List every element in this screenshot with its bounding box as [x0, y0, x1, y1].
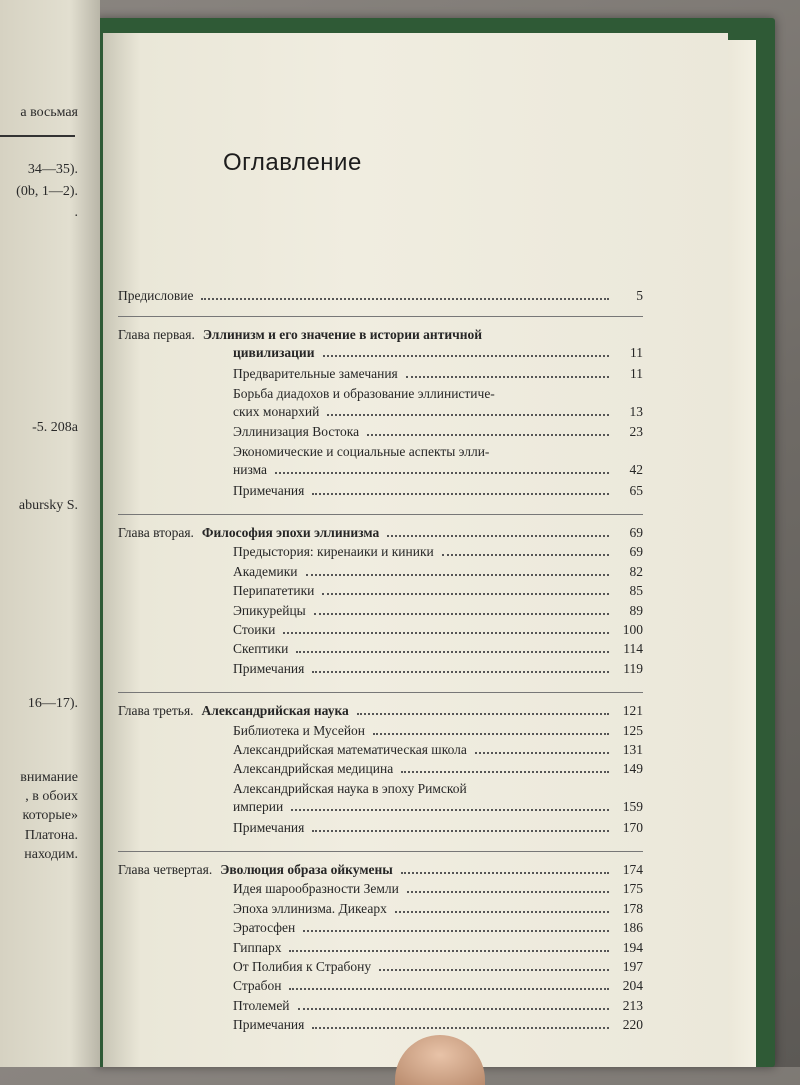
- toc-line: [118, 862, 643, 880]
- leader-dots: [407, 891, 609, 893]
- section-title: Примечания: [233, 819, 305, 835]
- chapter-title: Эллинизм и его значение в истории античной: [202, 327, 483, 343]
- toc-section: [118, 959, 643, 977]
- page-number: 100: [622, 622, 643, 637]
- leader-dots: [298, 1008, 609, 1010]
- toc-section: [118, 998, 643, 1016]
- left-page-text-fragment: которые»: [22, 808, 78, 823]
- section-title: ских монархий: [233, 403, 320, 419]
- toc-line: [118, 901, 643, 919]
- page-number: 149: [622, 761, 643, 777]
- leader-dots: [312, 493, 609, 495]
- page-number: 42: [629, 461, 643, 477]
- section-title: Эпоха эллинизма. Дикеарх: [233, 900, 387, 916]
- toc-line: [118, 288, 643, 306]
- section-title: Александрийская математическая школа: [233, 742, 467, 757]
- toc-line: [118, 978, 643, 996]
- page-number: 175: [622, 881, 643, 897]
- section-title: Экономические и социальные аспекты элли-: [233, 443, 490, 459]
- chapter-separator: [118, 316, 643, 317]
- leader-dots: [303, 930, 609, 932]
- page-number: 204: [622, 978, 643, 994]
- chapter-label: Глава вторая.: [118, 525, 194, 540]
- page-number: 194: [622, 939, 643, 955]
- page-number: 11: [630, 345, 643, 361]
- leader-dots: [312, 830, 609, 832]
- toc-line: [118, 820, 643, 838]
- toc-section: [118, 920, 643, 938]
- leader-dots: [291, 809, 609, 811]
- chapter-separator: [118, 851, 643, 852]
- toc-line: [118, 386, 643, 404]
- toc-line: [118, 940, 643, 958]
- leader-dots: [201, 298, 609, 300]
- toc-line: [118, 525, 643, 543]
- toc-chapter: [118, 525, 643, 543]
- left-page-text-fragment: abursky S.: [18, 498, 78, 513]
- section-title: Примечания: [233, 660, 305, 676]
- toc-section: [118, 603, 643, 621]
- left-page-text-fragment: (0b, 1—2).: [16, 184, 78, 199]
- leader-dots: [379, 969, 609, 971]
- page-number: 69: [629, 525, 643, 540]
- leader-dots: [323, 355, 610, 357]
- page-number: 13: [629, 403, 643, 419]
- page-title: Оглавление: [223, 149, 362, 176]
- section-title: Борьба диадохов и образование эллинистиче-: [233, 385, 495, 401]
- toc-section: [118, 366, 643, 384]
- toc-section: [118, 881, 643, 899]
- toc-line: [118, 366, 643, 384]
- toc-line: [118, 603, 643, 621]
- toc-section: [118, 940, 643, 958]
- toc-line: [118, 404, 643, 422]
- page-number: 121: [622, 703, 643, 719]
- leader-dots: [357, 713, 609, 715]
- left-page-text-fragment: находим.: [24, 847, 78, 862]
- toc-line: [118, 462, 643, 480]
- section-title: От Полибия к Страбону: [233, 959, 372, 974]
- left-page-text-fragment: .: [74, 205, 78, 220]
- left-page-text-fragment: 16—17).: [27, 696, 78, 711]
- leader-dots: [327, 414, 609, 416]
- page-number: 197: [622, 959, 643, 974]
- page-number: 213: [622, 997, 643, 1013]
- chapter-title: цивилизации: [233, 345, 315, 361]
- toc-line: [118, 781, 643, 799]
- section-title: Примечания: [233, 1017, 305, 1033]
- toc-line: [118, 959, 643, 977]
- leader-dots: [314, 613, 609, 615]
- toc-line: [118, 583, 643, 601]
- page-number: 11: [630, 366, 643, 382]
- leader-dots: [395, 911, 609, 913]
- toc-line: [118, 327, 643, 345]
- chapter-title: Философия эпохи эллинизма: [201, 525, 380, 540]
- toc-section: [118, 661, 643, 679]
- page-number: 159: [622, 798, 643, 814]
- page-number: 5: [636, 288, 643, 303]
- toc-section: [118, 820, 643, 838]
- toc-line: [118, 622, 643, 640]
- section-title: Эпикурейцы: [233, 602, 306, 618]
- chapter-title: Эволюция образа ойкумены: [220, 862, 393, 877]
- page-number: 125: [622, 722, 643, 738]
- toc-section: [118, 386, 643, 422]
- section-title: Птолемей: [233, 997, 290, 1013]
- page-number: 186: [622, 920, 643, 936]
- left-page-rule: [0, 135, 75, 137]
- toc-section: [118, 761, 643, 779]
- toc-line: [118, 483, 643, 501]
- page-number: 65: [629, 482, 643, 498]
- leader-dots: [401, 872, 609, 874]
- toc-chapter: [118, 862, 643, 880]
- toc-line: [118, 742, 643, 760]
- toc-line: [118, 345, 643, 363]
- toc-section: [118, 483, 643, 501]
- page-number: 85: [629, 583, 643, 599]
- leader-dots: [322, 593, 609, 595]
- leader-dots: [475, 752, 609, 754]
- left-page: [0, 0, 100, 1067]
- section-title: Предыстория: киренаики и киники: [233, 544, 434, 560]
- section-title: Примечания: [233, 482, 305, 498]
- leader-dots: [442, 554, 609, 556]
- chapter-label: Глава первая.: [118, 327, 195, 343]
- toc-section: [118, 424, 643, 442]
- toc-section: [118, 978, 643, 996]
- chapter-separator: [118, 692, 643, 693]
- right-page: [103, 33, 728, 1067]
- leader-dots: [289, 950, 609, 952]
- page-number: 170: [622, 819, 643, 835]
- leader-dots: [312, 671, 609, 673]
- left-page-text-fragment: а восьмая: [20, 105, 78, 120]
- toc-section: [118, 742, 643, 760]
- toc-section: [118, 781, 643, 817]
- page-number: 174: [622, 862, 643, 877]
- section-title: Эллинизация Востока: [233, 424, 360, 440]
- leader-dots: [289, 988, 609, 990]
- leader-dots: [373, 733, 609, 735]
- toc-section: [118, 583, 643, 601]
- page-number: 220: [622, 1017, 643, 1033]
- page-number: 178: [622, 900, 643, 916]
- page-number: 119: [623, 660, 643, 676]
- page-number: 114: [623, 641, 643, 657]
- left-page-text-fragment: 34—35).: [27, 162, 78, 177]
- left-page-text-fragment: внимание: [20, 770, 78, 785]
- section-title: Стоики: [233, 622, 276, 637]
- chapter-label: Глава четвертая.: [118, 862, 213, 877]
- section-title: низма: [233, 461, 268, 477]
- left-page-text-fragment: -5. 208a: [32, 420, 78, 435]
- left-page-text-fragment: , в обоих: [25, 789, 78, 804]
- toc-line: [118, 920, 643, 938]
- toc-chapter: [118, 327, 643, 363]
- toc-section: [118, 544, 643, 562]
- leader-dots: [275, 472, 609, 474]
- section-title: Страбон: [233, 978, 282, 994]
- chapter-title: Александрийская наука: [201, 703, 349, 719]
- toc-line: [118, 998, 643, 1016]
- section-title: Перипатетики: [233, 583, 315, 599]
- toc-section: [118, 1017, 643, 1035]
- toc-preface: [118, 288, 643, 306]
- toc-line: [118, 1017, 643, 1035]
- toc-line: [118, 761, 643, 779]
- toc-section: [118, 444, 643, 480]
- toc-section: [118, 901, 643, 919]
- toc-entry-label: Предисловие: [118, 288, 194, 303]
- leader-dots: [306, 574, 609, 576]
- section-title: Библиотека и Мусейон: [233, 722, 366, 738]
- page-number: 131: [622, 742, 643, 757]
- leader-dots: [283, 632, 609, 634]
- toc-line: [118, 881, 643, 899]
- section-title: империи: [233, 798, 284, 814]
- left-page-text-fragment: Платона.: [24, 828, 78, 843]
- section-title: Эратосфен: [233, 920, 296, 936]
- toc-chapter: [118, 703, 643, 721]
- toc-line: [118, 799, 643, 817]
- page-number: 69: [629, 544, 643, 560]
- page-number: 82: [629, 563, 643, 579]
- toc-line: [118, 564, 643, 582]
- section-title: Скептики: [233, 641, 289, 657]
- section-title: Академики: [233, 563, 298, 579]
- section-title: Идея шарообразности Земли: [233, 881, 399, 897]
- toc-section: [118, 723, 643, 741]
- leader-dots: [367, 434, 609, 436]
- toc-line: [118, 424, 643, 442]
- toc-section: [118, 641, 643, 659]
- toc-line: [118, 444, 643, 462]
- toc-section: [118, 622, 643, 640]
- toc-line: [118, 641, 643, 659]
- leader-dots: [401, 771, 609, 773]
- chapter-separator: [118, 514, 643, 515]
- leader-dots: [406, 376, 609, 378]
- section-title: Гиппарх: [233, 939, 282, 955]
- leader-dots: [387, 535, 609, 537]
- toc-line: [118, 544, 643, 562]
- leader-dots: [312, 1027, 609, 1029]
- page-number: 23: [629, 424, 643, 440]
- chapter-label: Глава третья.: [118, 703, 194, 719]
- page-number: 89: [629, 602, 643, 618]
- section-title: Александрийская наука в эпоху Римской: [233, 780, 467, 796]
- section-title: Предварительные замечания: [233, 366, 398, 382]
- toc-line: [118, 723, 643, 741]
- toc-line: [118, 703, 643, 721]
- section-title: Александрийская медицина: [233, 761, 394, 777]
- toc-section: [118, 564, 643, 582]
- toc-line: [118, 661, 643, 679]
- leader-dots: [296, 651, 609, 653]
